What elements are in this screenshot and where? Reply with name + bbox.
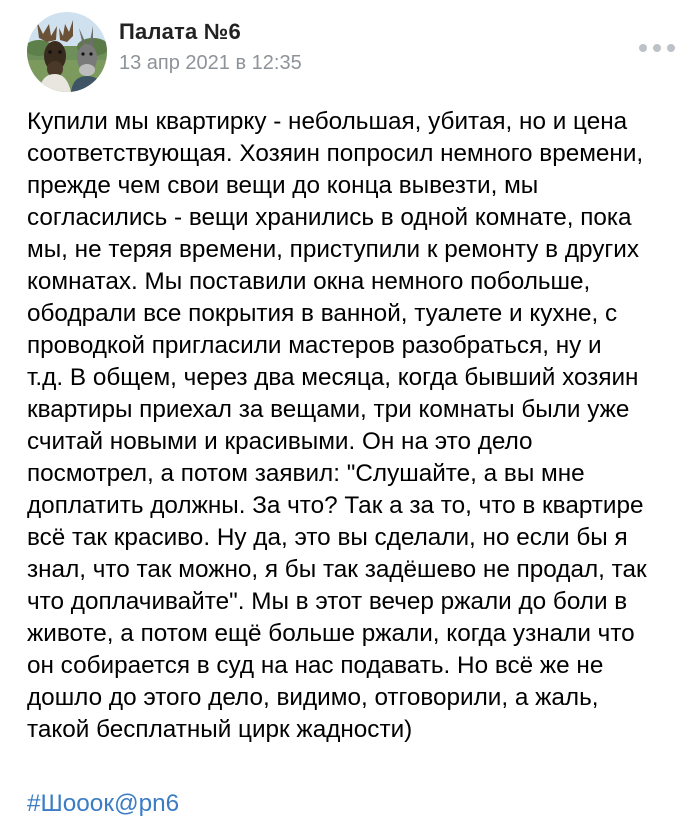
post-text-line: ободрали все покрытия в ванной, туалете и кухне, с <box>27 300 618 327</box>
post-text-line: он собирается в суд на нас подавать. Но всё же не <box>27 652 604 679</box>
more-horizontal-icon[interactable] <box>639 40 675 56</box>
post-text-line: соответствующая. Хозяин попросил немного времени, <box>27 140 644 167</box>
post-text-line: квартиры приехал за вещами, три комнаты были уже <box>27 396 630 423</box>
author-name[interactable]: Палата №6 <box>119 19 241 44</box>
more-dot <box>653 44 661 52</box>
post-text-line: мы, не теряя времени, приступили к ремонту в других <box>27 236 639 263</box>
post-text-line: т.д. В общем, через два месяца, когда бывший хозяин <box>27 364 639 391</box>
post-text-line: всё так красиво. Ну да, это вы сделали, но если бы я <box>27 524 628 551</box>
hashtag-link[interactable]: #Шооок@pn6 <box>27 790 180 817</box>
post-text-line: что доплачивайте". Мы в этот вечер ржали до боли в <box>27 588 628 615</box>
post-text <box>27 106 687 746</box>
post-text-line: доплатить должны. За что? Так а за то, что в квартире <box>27 492 644 519</box>
post-text-line: считай новыми и красивыми. Он на это дело <box>27 428 533 455</box>
more-dot <box>639 44 647 52</box>
post-date[interactable]: 13 апр 2021 в 12:35 <box>119 52 302 74</box>
post-text-line: согласились - вещи хранились в одной комнате, пока <box>27 204 632 231</box>
post-text-line: комнатах. Мы поставили окна немного побольше, <box>27 268 591 295</box>
post-text-line: животе, а потом ещё больше ржали, когда узнали что <box>27 620 635 647</box>
post-text-line: Купили мы квартирку - небольшая, убитая, но и цена <box>27 108 628 135</box>
avatar-image <box>27 12 107 92</box>
post-text-line: прежде чем свои вещи до конца вывезти, мы <box>27 172 539 199</box>
post-text-line: дошло до этого дело, видимо, отговорили, а жаль, <box>27 684 599 711</box>
avatar[interactable] <box>27 12 107 92</box>
post-text-line: проводкой пригласили мастеров разобраться, ну и <box>27 332 602 359</box>
post-text-line: посмотрел, а потом заявил: "Слушайте, а вы мне <box>27 460 585 487</box>
post-text-line: такой бесплатный цирк жадности) <box>27 716 413 743</box>
post-header <box>27 12 677 92</box>
post-text-line: знал, что так можно, я бы так задёшево не продал, так <box>27 556 647 583</box>
more-dot <box>667 44 675 52</box>
